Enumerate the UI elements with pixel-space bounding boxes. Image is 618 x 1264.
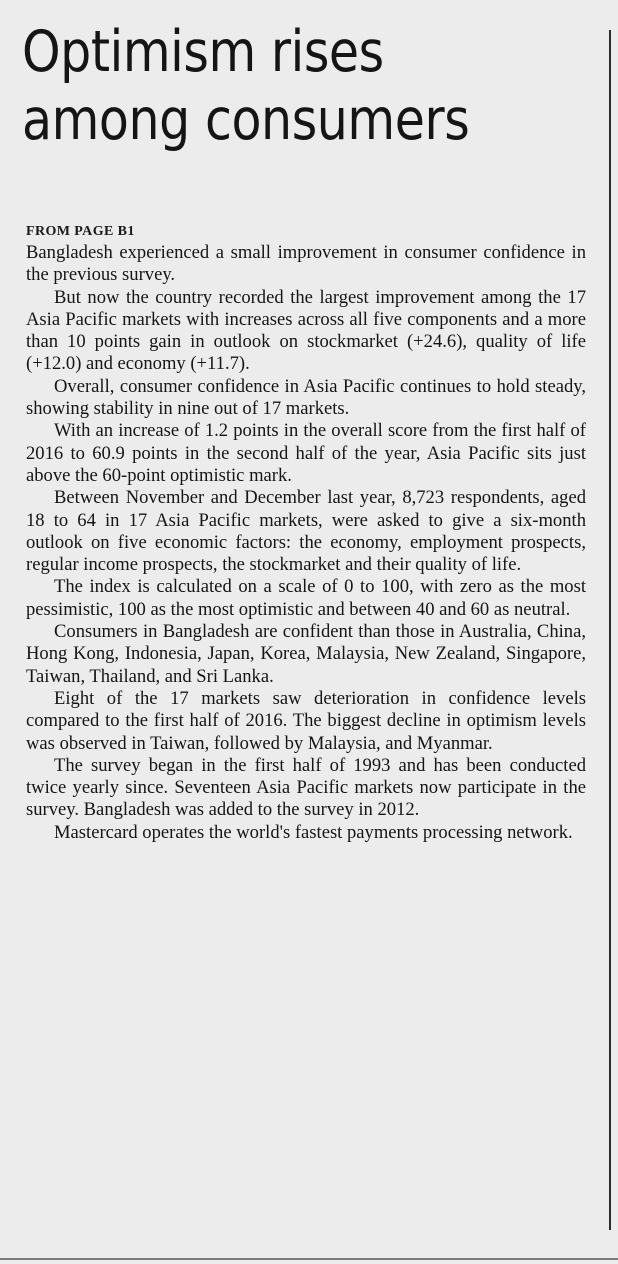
column-rule (609, 30, 611, 1230)
paragraph-2: But now the country recorded the largest improvement among the 17 Asia Pacific markets with increases across all five components and a more than 10 points gain in outlook on stockmarket (+24.6), quality of life (+12.0) and economy (+11.7). (26, 286, 586, 375)
paragraph-10: Mastercard operates the world's fastest payments processing network. (54, 821, 573, 843)
headline (22, 18, 504, 154)
headline-line-2: among consumers (22, 87, 470, 153)
bottom-edge (0, 1258, 618, 1260)
paragraph-8: Eight of the 17 markets saw deterioration in confidence levels compared to the first half of 2016. The biggest decline in optimism levels was observed in Taiwan, followed by Malaysia, and Myanmar. (26, 687, 586, 754)
paragraph-5: Between November and December last year, 8,723 respondents, aged 18 to 64 in 17 Asia Pacific markets, were asked to give a six-month outlook on five economic factors: the economy, employment prospects, regular income prospects, the stockmarket and their quality of life. (26, 487, 586, 576)
headline-line-1: Optimism rises (22, 19, 384, 85)
paragraph-7: Consumers in Bangladesh are confident than those in Australia, China, Hong Kong, Indonesia, Japan, Korea, Malaysia, New Zealand, Singapore, Taiwan, Thailand, and Sri Lanka. (26, 621, 586, 687)
article-body (26, 242, 586, 844)
paragraph-9: The survey began in the first half of 1993 and has been conducted twice yearly since. Seventeen Asia Pacific markets now participate in the survey. Bangladesh was added to the survey in 2012. (26, 754, 586, 821)
paragraph-6: The index is calculated on a scale of 0 to 100, with zero as the most pessimistic, 100 as the most optimistic and between 40 and 60 as neutral. (26, 576, 586, 620)
paragraph-1: Bangladesh experienced a small improvement in consumer confidence in the previous survey. (26, 242, 586, 286)
paragraph-3: Overall, consumer confidence in Asia Pacific continues to hold steady, showing stability in nine out of 17 markets. (26, 375, 586, 420)
paragraph-4: With an increase of 1.2 points in the overall score from the first half of 2016 to 60.9 points in the second half of the year, Asia Pacific sits just above the 60-point optimistic mark. (26, 420, 586, 486)
jump-line: FROM PAGE B1 (26, 224, 135, 239)
